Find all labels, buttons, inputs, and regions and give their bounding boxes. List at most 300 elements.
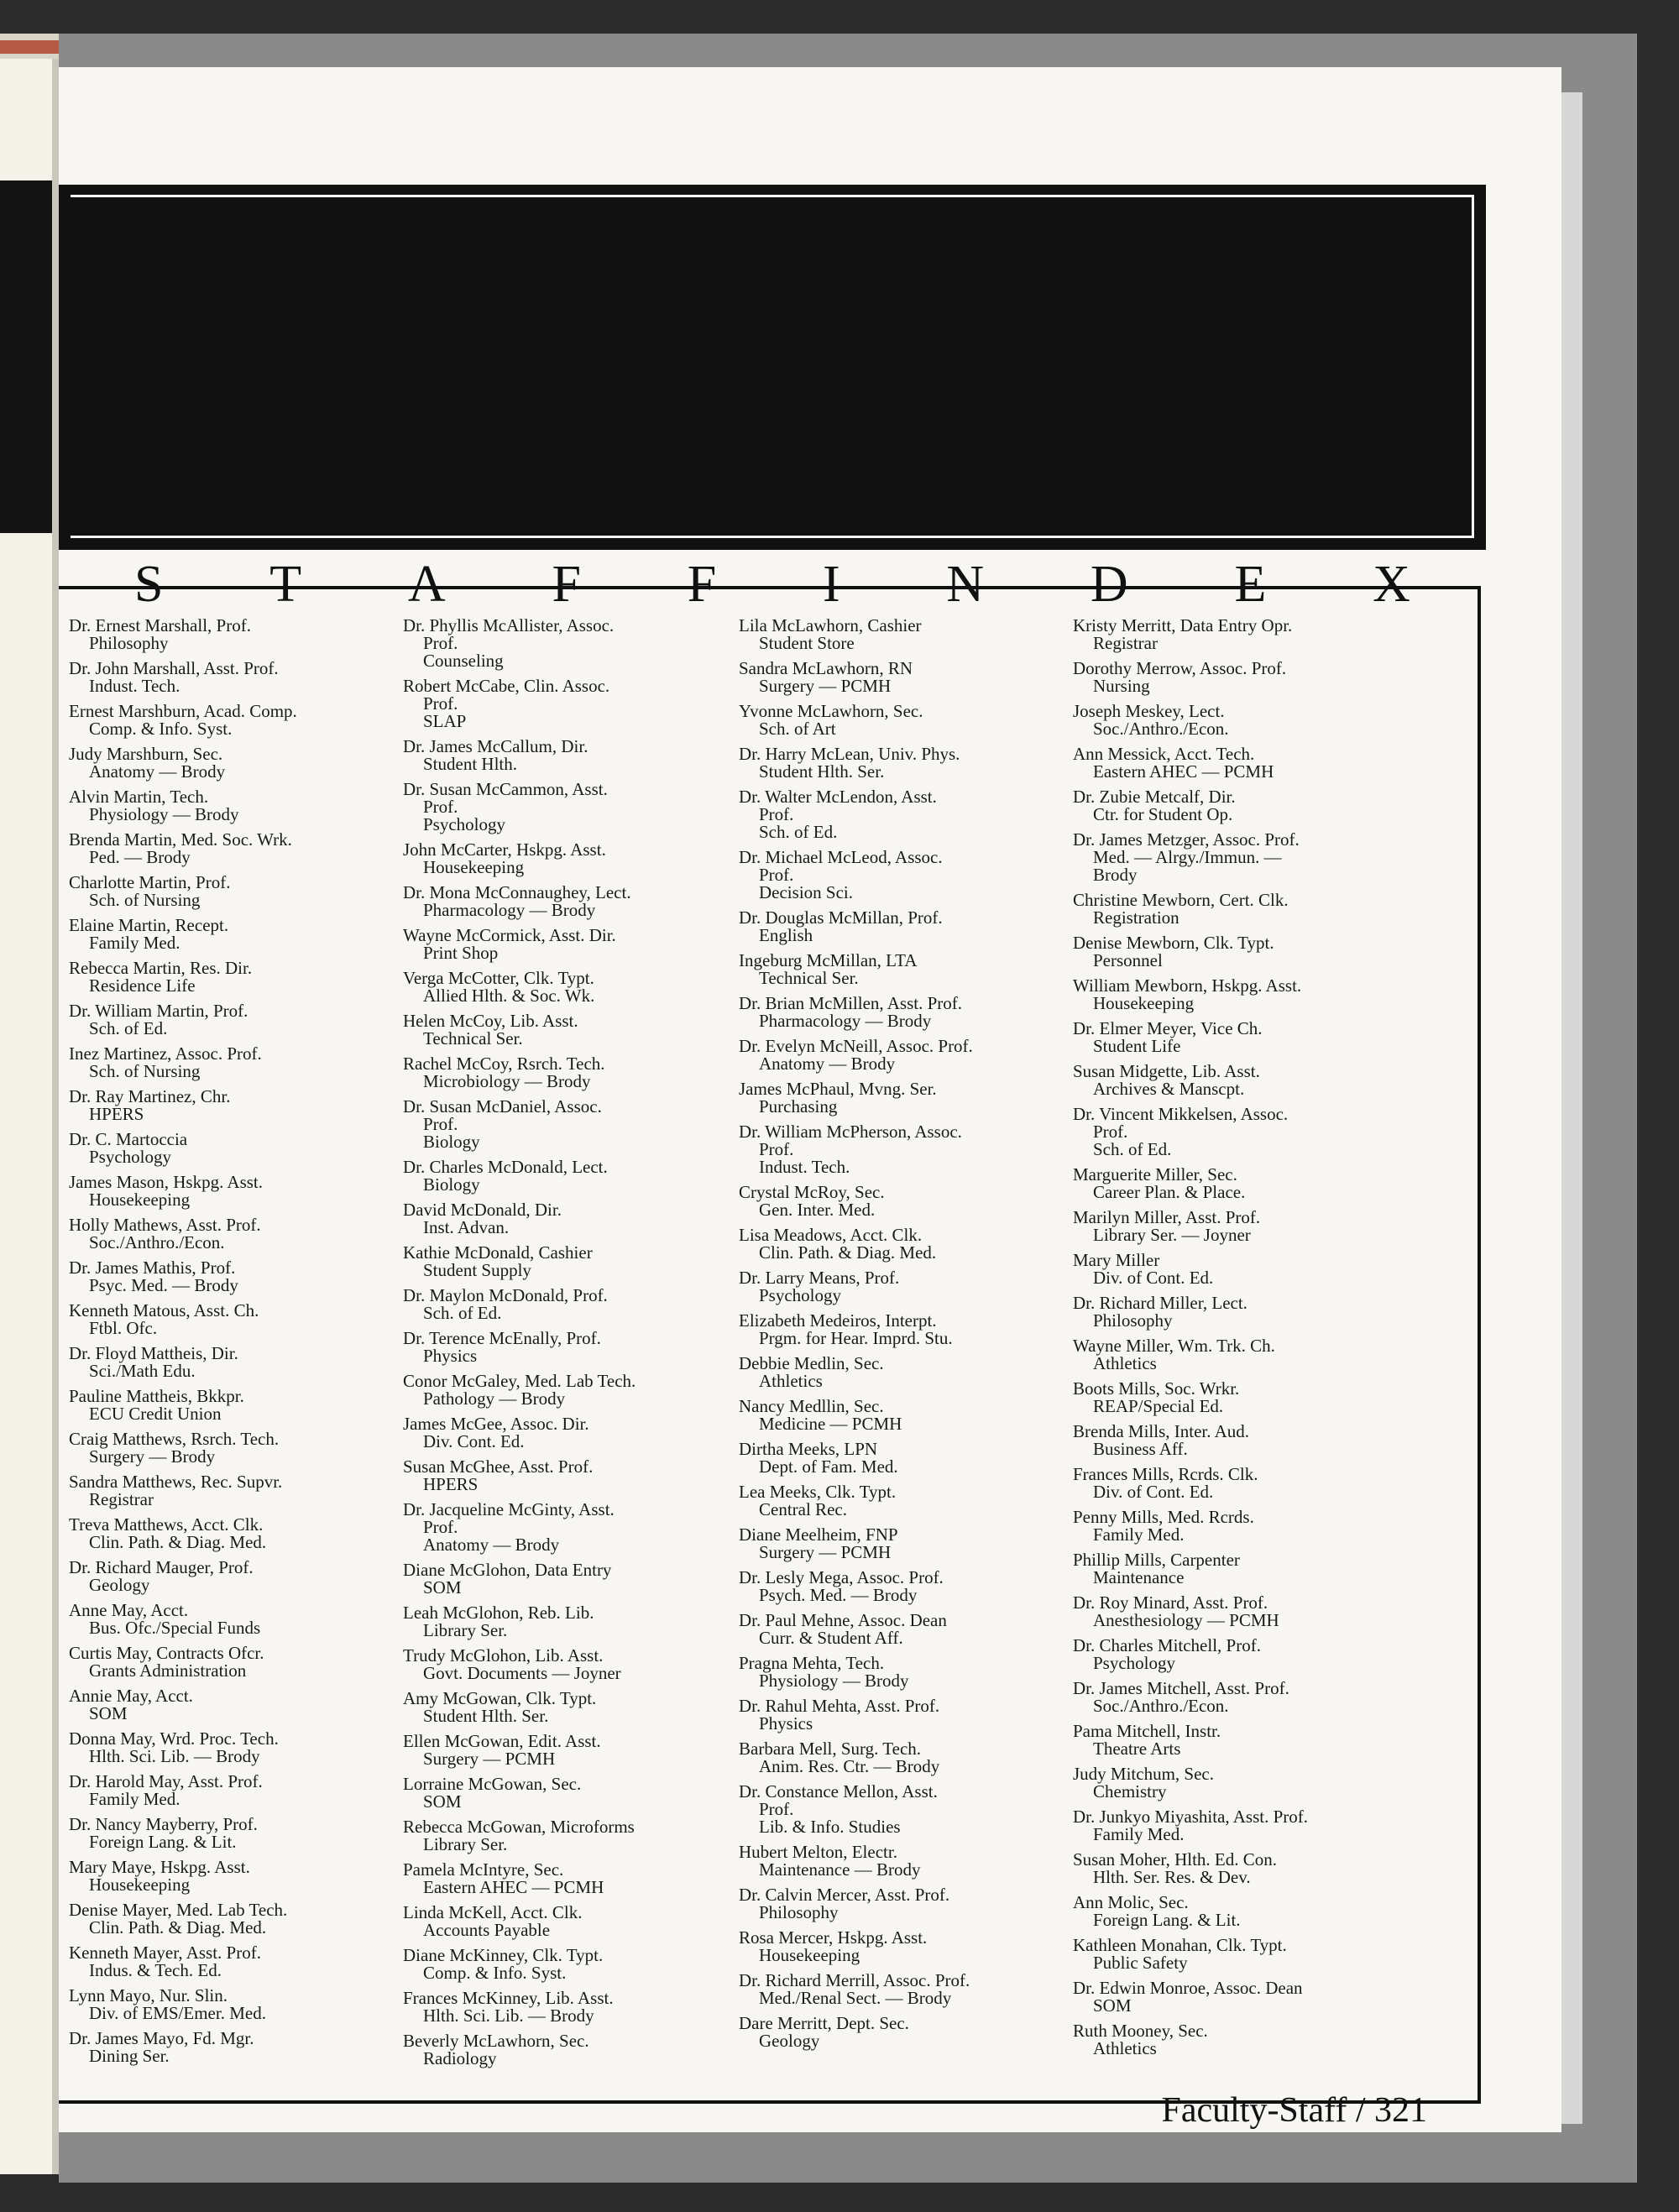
entry-name: Denise Mewborn, Clk. Typt. [1073,933,1274,953]
index-entry [1073,1851,1404,1886]
entry-department: Surgery — PCMH [759,1542,892,1562]
entry-department: Philosophy [759,1902,839,1922]
index-entry [1073,1637,1404,1672]
entry-department: Family Med. [89,933,180,953]
entry-department: Personnel [1093,950,1163,970]
entry-name: Hubert Melton, Electr. [739,1842,897,1862]
entry-name: John McCarter, Hskpg. Asst. [403,839,606,860]
entry-department: Indust. Tech. [759,1157,850,1177]
entry-name: Dr. Susan McCammon, Asst. [403,779,608,799]
entry-department: Curr. & Student Aff. [759,1628,903,1648]
index-column-1 [69,617,400,2073]
entry-name: Barbara Mell, Surg. Tech. [739,1739,922,1759]
entry-department: Athletics [1093,2038,1157,2058]
entry-department: Family Med. [1093,1824,1185,1844]
entry-name: Lorraine McGowan, Sec. [403,1774,582,1794]
index-entry [739,1697,1070,1733]
index-entry [403,841,735,876]
entry-department: Allied Hlth. & Soc. Wk. [423,986,595,1006]
index-column-4 [1073,617,1404,2065]
entry-department: Prof. [1093,1122,1128,1142]
index-entry [69,617,400,652]
index-entry [69,1687,400,1723]
entry-department: HPERS [423,1474,479,1494]
entry-department: Foreign Lang. & Lit. [89,1832,237,1852]
entry-department: HPERS [89,1104,144,1124]
index-entry [69,1730,400,1765]
index-entry [69,788,400,824]
index-entry [403,1647,735,1682]
index-entry [403,970,735,1005]
entry-name: Dr. Constance Mellon, Asst. [739,1781,938,1801]
index-column-2 [403,617,735,2075]
entry-name: Ingeburg McMillan, LTA [739,950,918,970]
index-entry [739,849,1070,902]
entry-department: Geology [89,1575,150,1595]
entry-name: Susan McGhee, Asst. Prof. [403,1456,594,1477]
yearbook-page [59,67,1561,2132]
index-entry [739,1886,1070,1922]
entry-department: Sch. of Nursing [89,1061,201,1081]
entry-department: Prof. [423,633,458,653]
entry-name: Wayne Miller, Wm. Trk. Ch. [1073,1336,1275,1356]
index-entry [69,1259,400,1294]
entry-name: Robert McCabe, Clin. Assoc. [403,676,610,696]
entry-department: Div. of EMS/Emer. Med. [89,2003,266,2023]
entry-name: Pragna Mehta, Tech. [739,1653,885,1673]
entry-name: Dr. Terence McEnally, Prof. [403,1328,601,1348]
entry-name: Penny Mills, Med. Rcrds. [1073,1507,1254,1527]
entry-department: Biology [423,1174,480,1195]
entry-name: Dr. Charles Mitchell, Prof. [1073,1635,1261,1655]
entry-department: Prof. [423,797,458,817]
entry-department: Physiology — Brody [759,1671,909,1691]
entry-name: Dr. Calvin Mercer, Asst. Prof. [739,1885,950,1905]
entry-department: Soc./Anthro./Econ. [1093,719,1229,739]
entry-department: Library Ser. [423,1620,508,1640]
entry-department: Maintenance [1093,1567,1185,1587]
entry-name: Dr. Richard Miller, Lect. [1073,1293,1247,1313]
title-letter: F [687,556,717,613]
entry-name: Dorothy Merrow, Assoc. Prof. [1073,658,1287,678]
index-entry [1073,1106,1404,1158]
index-entry [69,1131,400,1166]
entry-name: Kathleen Monahan, Clk. Typt. [1073,1935,1287,1955]
entry-name: Dr. Junkyo Miyashita, Asst. Prof. [1073,1807,1309,1827]
entry-name: Annie May, Acct. [69,1686,193,1706]
entry-name: Frances Mills, Rcrds. Clk. [1073,1464,1258,1484]
entry-name: Joseph Meskey, Lect. [1073,701,1225,721]
entry-department: Student Hlth. Ser. [423,1706,549,1726]
entry-name: Dr. Elmer Meyer, Vice Ch. [1073,1018,1263,1038]
title-letter: S [134,556,164,613]
index-entry [69,1388,400,1423]
entry-department: Registrar [1093,633,1158,653]
left-page-edge [0,59,59,2174]
index-entry [739,909,1070,944]
entry-department: Hlth. Sci. Lib. — Brody [89,1746,260,1766]
entry-name: Dr. Susan McDaniel, Assoc. [403,1096,602,1116]
entry-name: Judy Mitchum, Sec. [1073,1764,1214,1784]
entry-department: Hlth. Ser. Res. & Dev. [1093,1867,1251,1887]
entry-department: Psychology [1093,1653,1176,1673]
index-entry [739,1569,1070,1604]
index-entry [1073,934,1404,970]
index-entry [739,1483,1070,1519]
index-entry [739,1269,1070,1305]
entry-department: Family Med. [1093,1524,1185,1545]
index-entry [1073,831,1404,884]
entry-name: Treva Matthews, Acct. Clk. [69,1514,264,1535]
entry-name: Dr. James Mayo, Fd. Mgr. [69,2028,254,2048]
index-entry [1073,1252,1404,1287]
entry-department: Medicine — PCMH [759,1414,902,1434]
index-entry [1073,1209,1404,1244]
index-entry [403,2032,735,2068]
entry-department: Physiology — Brody [89,804,239,824]
index-entry [739,995,1070,1030]
entry-department: Dining Ser. [89,2046,170,2066]
index-entry [1073,1294,1404,1330]
entry-name: Dr. James Mitchell, Asst. Prof. [1073,1678,1289,1698]
entry-name: Dr. Richard Mauger, Prof. [69,1557,254,1577]
index-entry [739,1441,1070,1476]
entry-department: Chemistry [1093,1781,1167,1801]
entry-name: Phillip Mills, Carpenter [1073,1550,1240,1570]
title-letter: E [1234,556,1267,613]
entry-department: Library Ser. — Joyner [1093,1225,1251,1245]
index-entry [739,1740,1070,1775]
index-entry [69,1002,400,1038]
index-entry [1073,977,1404,1012]
entry-department: Gen. Inter. Med. [759,1200,876,1220]
index-entry [739,660,1070,695]
entry-name: Diane Meelheim, FNP [739,1524,898,1545]
index-entry [403,884,735,919]
entry-name: James Mason, Hskpg. Asst. [69,1172,264,1192]
index-entry [1073,1594,1404,1629]
entry-name: Dr. Phyllis McAllister, Assoc. [403,615,615,635]
entry-name: James McPhaul, Mvng. Ser. [739,1079,937,1099]
entry-name: Craig Matthews, Rsrch. Tech. [69,1429,280,1449]
entry-name: Dare Merritt, Dept. Sec. [739,2013,909,2033]
entry-department: Surgery — Brody [89,1446,216,1467]
entry-name: Amy McGowan, Clk. Typt. [403,1688,597,1708]
index-entry [1073,1466,1404,1501]
entry-department: Inst. Advan. [423,1217,510,1237]
index-entry [1073,1020,1404,1055]
entry-department: Housekeeping [423,857,525,877]
entry-name: Ruth Mooney, Sec. [1073,2021,1208,2041]
index-entry [403,1604,735,1639]
index-entry [739,745,1070,781]
entry-name: Lea Meeks, Clk. Typt. [739,1482,897,1502]
index-entry [69,2030,400,2065]
index-entry [403,1458,735,1493]
entry-name: Ellen McGowan, Edit. Asst. [403,1731,601,1751]
index-entry [1073,1337,1404,1373]
left-page-header-band [0,180,59,533]
entry-name: James McGee, Assoc. Dir. [403,1414,589,1434]
index-entry [739,1398,1070,1433]
index-entry [739,1355,1070,1390]
entry-department: Brody [1093,865,1138,885]
index-entry [69,1302,400,1337]
index-entry [69,660,400,695]
entry-name: Dr. Edwin Monroe, Assoc. Dean [1073,1978,1303,1998]
index-entry [1073,2022,1404,2058]
title-letter: X [1373,556,1410,613]
entry-department: Sci./Math Edu. [89,1361,196,1381]
entry-name: Dr. Walter McLendon, Asst. [739,787,937,807]
entry-department: Registrar [89,1489,154,1509]
index-entry [69,1645,400,1680]
index-entry [69,745,400,781]
index-entry [403,1561,735,1597]
index-entry [69,1473,400,1509]
index-entry [69,1859,400,1894]
entry-department: SOM [423,1577,462,1598]
entry-department: Bus. Ofc./Special Funds [89,1618,261,1638]
header-inner-rule [71,195,1474,538]
index-entry [739,1038,1070,1073]
entry-department: Anatomy — Brody [759,1054,896,1074]
entry-department: Philosophy [89,633,169,653]
index-entry [1073,1509,1404,1544]
index-entry [69,1345,400,1380]
entry-department: Library Ser. [423,1834,508,1854]
entry-name: Sandra Matthews, Rec. Supvr. [69,1472,283,1492]
entry-department: Soc./Anthro./Econ. [89,1232,225,1252]
entry-name: Dr. James Mathis, Prof. [69,1258,236,1278]
entry-name: Wayne McCormick, Asst. Dir. [403,925,616,945]
entry-name: Crystal McRoy, Sec. [739,1182,885,1202]
entry-department: Med. — Alrgy./Immun. — [1093,847,1282,867]
entry-name: Kenneth Mayer, Asst. Prof. [69,1943,261,1963]
index-entry [403,1947,735,1982]
entry-name: Leah McGlohon, Reb. Lib. [403,1603,594,1623]
entry-name: Dr. Harry McLean, Univ. Phys. [739,744,960,764]
entry-department: Geology [759,2031,820,2051]
index-entry [403,1904,735,1939]
index-entry [403,677,735,730]
entry-name: Elaine Martin, Recept. [69,915,229,935]
entry-department: Lib. & Info. Studies [759,1817,901,1837]
entry-department: Surgery — PCMH [423,1749,556,1769]
entry-department: Physics [423,1346,478,1366]
entry-name: Mary Miller [1073,1250,1160,1270]
entry-name: Beverly McLawhorn, Sec. [403,2031,589,2051]
entry-name: Dr. Mona McConnaughey, Lect. [403,882,631,902]
entry-name: Dr. Charles McDonald, Lect. [403,1157,608,1177]
entry-department: Dept. of Fam. Med. [759,1456,898,1477]
entry-department: Prof. [423,1517,458,1537]
entry-department: REAP/Special Ed. [1093,1396,1224,1416]
index-entry [403,1733,735,1768]
entry-name: Ann Molic, Sec. [1073,1892,1189,1912]
index-entry [403,927,735,962]
entry-name: Elizabeth Medeiros, Interpt. [739,1310,937,1331]
entry-name: Denise Mayer, Med. Lab Tech. [69,1900,288,1920]
entry-name: Charlotte Martin, Prof. [69,872,231,892]
entry-name: Kenneth Matous, Asst. Ch. [69,1300,259,1320]
entry-department: Med./Renal Sect. — Brody [759,1988,952,2008]
index-entry [1073,745,1404,781]
entry-department: Technical Ser. [759,968,859,988]
title-letter: I [822,556,840,613]
index-entry [69,1944,400,1979]
entry-department: Indust. Tech. [89,676,180,696]
entry-name: Rebecca McGowan, Microforms [403,1817,635,1837]
index-entry [739,617,1070,652]
entry-name: Nancy Medllin, Sec. [739,1396,884,1416]
entry-name: Dr. Nancy Mayberry, Prof. [69,1814,258,1834]
title-letter: F [552,556,581,613]
index-entry [739,1612,1070,1647]
entry-name: Lila McLawhorn, Cashier [739,615,922,635]
entry-department: Div. of Cont. Ed. [1093,1482,1214,1502]
index-entry [403,1012,735,1048]
entry-department: Counseling [423,651,504,671]
title-letter: T [269,556,302,613]
entry-department: Student Store [759,633,855,653]
entry-name: Dr. William McPherson, Assoc. [739,1122,962,1142]
entry-department: Decision Sci. [759,882,853,902]
index-entry [403,738,735,773]
index-entry [1073,1765,1404,1801]
entry-department: Nursing [1093,676,1150,696]
index-entry [1073,660,1404,695]
index-entry [739,1312,1070,1347]
entry-department: Technical Ser. [423,1028,523,1048]
index-entry [1073,1680,1404,1715]
index-entry [739,1655,1070,1690]
entry-department: Anatomy — Brody [89,761,226,782]
entry-name: Pamela McIntyre, Sec. [403,1859,564,1880]
index-entry [1073,788,1404,824]
index-entry [403,1990,735,2025]
entry-name: Christine Mewborn, Cert. Clk. [1073,890,1289,910]
entry-department: SOM [1093,1995,1132,2016]
entry-department: Ped. — Brody [89,847,191,867]
entry-name: Sandra McLawhorn, RN [739,658,913,678]
header-black-band [59,185,1486,550]
index-entry [69,874,400,909]
entry-name: Dr. James Metzger, Assoc. Prof. [1073,829,1300,850]
entry-department: Athletics [759,1371,823,1391]
entry-department: Microbiology — Brody [423,1071,591,1091]
entry-name: Dr. Zubie Metcalf, Dir. [1073,787,1236,807]
entry-name: Conor McGaley, Med. Lab Tech. [403,1371,636,1391]
index-entry [403,1098,735,1151]
entry-department: Housekeeping [89,1190,191,1210]
entry-name: Dr. Floyd Mattheis, Dir. [69,1343,238,1363]
entry-department: Student Life [1093,1036,1181,1056]
index-entry [403,1055,735,1090]
entry-department: Anesthesiology — PCMH [1093,1610,1279,1630]
entry-name: Rebecca Martin, Res. Dir. [69,958,253,978]
entry-name: Anne May, Acct. [69,1600,189,1620]
index-entry [739,2015,1070,2050]
entry-department: Sch. of Ed. [759,822,838,842]
index-entry [1073,703,1404,738]
entry-name: Dr. Larry Means, Prof. [739,1268,900,1288]
entry-department: Prgm. for Hear. Imprd. Stu. [759,1328,953,1348]
index-entry [69,1602,400,1637]
entry-department: Anatomy — Brody [423,1535,560,1555]
index-entry [739,703,1070,738]
index-entry [69,1773,400,1808]
index-entry [403,1373,735,1408]
entry-department: English [759,925,813,945]
entry-name: Rosa Mercer, Hskpg. Asst. [739,1927,928,1948]
entry-name: Brenda Martin, Med. Soc. Wrk. [69,829,292,850]
entry-department: Sch. of Ed. [1093,1139,1172,1159]
entry-name: Dr. Jacqueline McGinty, Asst. [403,1499,615,1519]
entry-department: Ctr. for Student Op. [1093,804,1233,824]
entry-name: Trudy McGlohon, Lib. Asst. [403,1645,604,1666]
entry-department: Prof. [759,804,794,824]
index-entry [739,1123,1070,1176]
index-entry [1073,1166,1404,1201]
index-entry [1073,1808,1404,1843]
index-entry [739,788,1070,841]
entry-department: Housekeeping [759,1945,860,1965]
entry-department: Clin. Path. & Diag. Med. [759,1242,937,1263]
index-entry [1073,1063,1404,1098]
entry-name: Lisa Meadows, Acct. Clk. [739,1225,923,1245]
entry-department: Psychology [89,1147,172,1167]
entry-department: Career Plan. & Place. [1093,1182,1246,1202]
entry-name: Dr. Vincent Mikkelsen, Assoc. [1073,1104,1289,1124]
index-entry [69,1559,400,1594]
entry-department: SOM [89,1703,128,1723]
entry-name: Dr. Michael McLeod, Assoc. [739,847,943,867]
entry-department: Student Hlth. [423,754,518,774]
entry-department: Pharmacology — Brody [423,900,596,920]
index-column-3 [739,617,1070,2058]
entry-name: Ann Messick, Acct. Tech. [1073,744,1255,764]
index-entry [739,1929,1070,1964]
entry-department: Housekeeping [1093,993,1195,1013]
entry-name: Judy Marshburn, Sec. [69,744,223,764]
entry-department: Accounts Payable [423,1920,551,1940]
entry-department: Theatre Arts [1093,1739,1181,1759]
entry-department: Print Shop [423,943,499,963]
entry-department: Pharmacology — Brody [759,1011,932,1031]
entry-department: Physics [759,1713,813,1734]
index-entry [1073,1423,1404,1458]
index-entry [739,1080,1070,1116]
entry-name: Dr. Roy Minard, Asst. Prof. [1073,1592,1268,1613]
index-entry [403,1818,735,1854]
index-entry [69,1516,400,1551]
entry-department: Anim. Res. Ctr. — Brody [759,1756,940,1776]
entry-name: Dr. Ernest Marshall, Prof. [69,615,251,635]
entry-department: Hlth. Sci. Lib. — Brody [423,2005,594,2026]
entry-name: Marguerite Miller, Sec. [1073,1164,1237,1184]
entry-department: Prof. [759,865,794,885]
entry-name: Verga McCotter, Clk. Typt. [403,968,594,988]
entry-name: Dr. Brian McMillen, Asst. Prof. [739,993,962,1013]
index-entry [1073,1551,1404,1587]
entry-department: Indus. & Tech. Ed. [89,1960,222,1980]
entry-department: Psychology [759,1285,842,1305]
entry-name: Diane McGlohon, Data Entry [403,1560,612,1580]
entry-name: Dr. Lesly Mega, Assoc. Prof. [739,1567,944,1587]
index-entry [403,1775,735,1811]
entry-name: Dr. William Martin, Prof. [69,1001,248,1021]
